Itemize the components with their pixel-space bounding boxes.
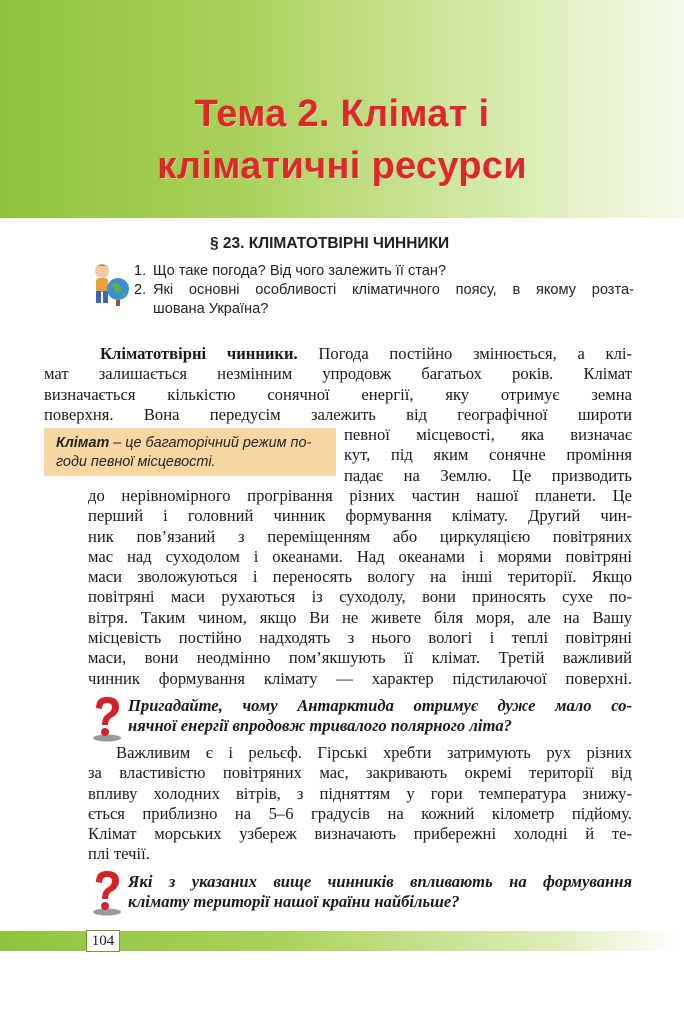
body-line: мас над суходолом і океанами. Над океанами і морями повітряні (88, 546, 632, 566)
intro-question-2 (134, 281, 634, 319)
section-lead-term: Кліматотвірні чинники. (100, 344, 298, 363)
body-line: Важливим є і рельєф. Гірські хребти затримують рух різних (116, 743, 632, 762)
question-line: Пригадайте, чому Антарктида отримує дуже мало со- (128, 696, 632, 715)
paragraph-title: § 23. КЛІМАТОТВІРНІ ЧИННИКИ (210, 235, 450, 252)
body-line (44, 344, 632, 364)
topic-title-line-1: Тема 2. Клімат і (194, 93, 490, 135)
question-block-1 (128, 696, 632, 737)
body-line: впливу холодних вітрів, з підняттям у гори температура знижу- (88, 783, 632, 803)
intro-questions (134, 262, 634, 319)
body-line: до нерівномірного прогрівання різних частин нашої планети. Це (88, 486, 632, 505)
question-text: Що таке погода? Від чого залежить її стан? (153, 263, 447, 279)
body-line: маси зволожуються і переносять вологу на інші території. Якщо (88, 567, 632, 587)
body-line: за властивістю повітряних мас, закривають окремі території від (88, 763, 632, 783)
body-line: ник пов’язаний з переміщенням або циркуляцією повітряних (88, 526, 632, 546)
question-mark-icon (90, 868, 124, 916)
body-text-block-2 (88, 743, 632, 865)
question-text (153, 281, 634, 319)
question-mark-icon (90, 694, 124, 742)
body-line: повітряні маси рухаються із суходолу, вони приносять сухе по- (88, 587, 632, 607)
intro-question-1 (134, 262, 634, 281)
question-line: Які з указаних вище чинників впливають на формування (128, 872, 632, 891)
body-line: поверхня. Вона передусім залежить від географічної широти (44, 404, 632, 424)
definition-term: Клімат (56, 435, 110, 451)
body-text-beside-definition (344, 425, 632, 486)
question-number: 1. (134, 263, 147, 279)
topic-title-line-2: кліматичні ресурси (157, 145, 527, 187)
body-text-block-1-continued (88, 486, 632, 689)
body-line: мат залишається незмінним упродовж багатьох років. Клімат (44, 364, 632, 384)
definition-line-2: годи певної місцевості. (56, 454, 216, 470)
body-line: чинник формування клімату — характер підстилаючої поверхні. (88, 668, 632, 688)
definition-box (44, 428, 336, 476)
body-line: плі течії. (88, 844, 150, 864)
body-line: визначається кількістю сонячної енергії, яку отримує земна (44, 384, 632, 404)
body-line: перший і головний чинник формування клімату. Другий чин- (88, 506, 632, 526)
page-number: 104 (86, 930, 120, 952)
body-line: ється приблизно на 5–6 градусів на кожний кілометр підйому. (88, 803, 632, 823)
body-line: вітря. Таким чином, якщо Ви не живете біля моря, але на Вашу (88, 607, 632, 627)
body-line-rest: Погода постійно змінюється, а клі- (297, 344, 632, 363)
question-line: Які основні особливості кліматичного поясу, в якому розта- (153, 282, 634, 298)
body-line: місцевість постійно надходять з нього вологі і теплі повітряні (88, 628, 632, 648)
definition-text: – це багаторічний режим по- (109, 435, 312, 451)
body-line: кут, під яким сонячне проміння (344, 445, 632, 465)
body-line: падає на Землю. Це призводить (344, 465, 632, 485)
body-text-block-1 (44, 344, 632, 425)
body-line: Клімат морських узбереж визначають прибережні холодні й те- (88, 824, 632, 844)
question-line: нячної енергії впродовж тривалого полярного літа? (128, 716, 512, 736)
question-line: шована Україна? (153, 301, 269, 317)
kid-with-globe-icon (84, 262, 134, 308)
body-line: певної місцевості, яка визначає (344, 425, 632, 444)
question-line: клімату території нашої країни найбільше? (128, 892, 460, 912)
topic-title (0, 88, 684, 192)
definition-line-1 (56, 434, 326, 453)
body-line: маси, вони неодмінно пом’якшують її клімат. Третій важливий (88, 648, 632, 668)
question-number: 2. (134, 282, 147, 298)
question-block-2 (128, 872, 632, 913)
